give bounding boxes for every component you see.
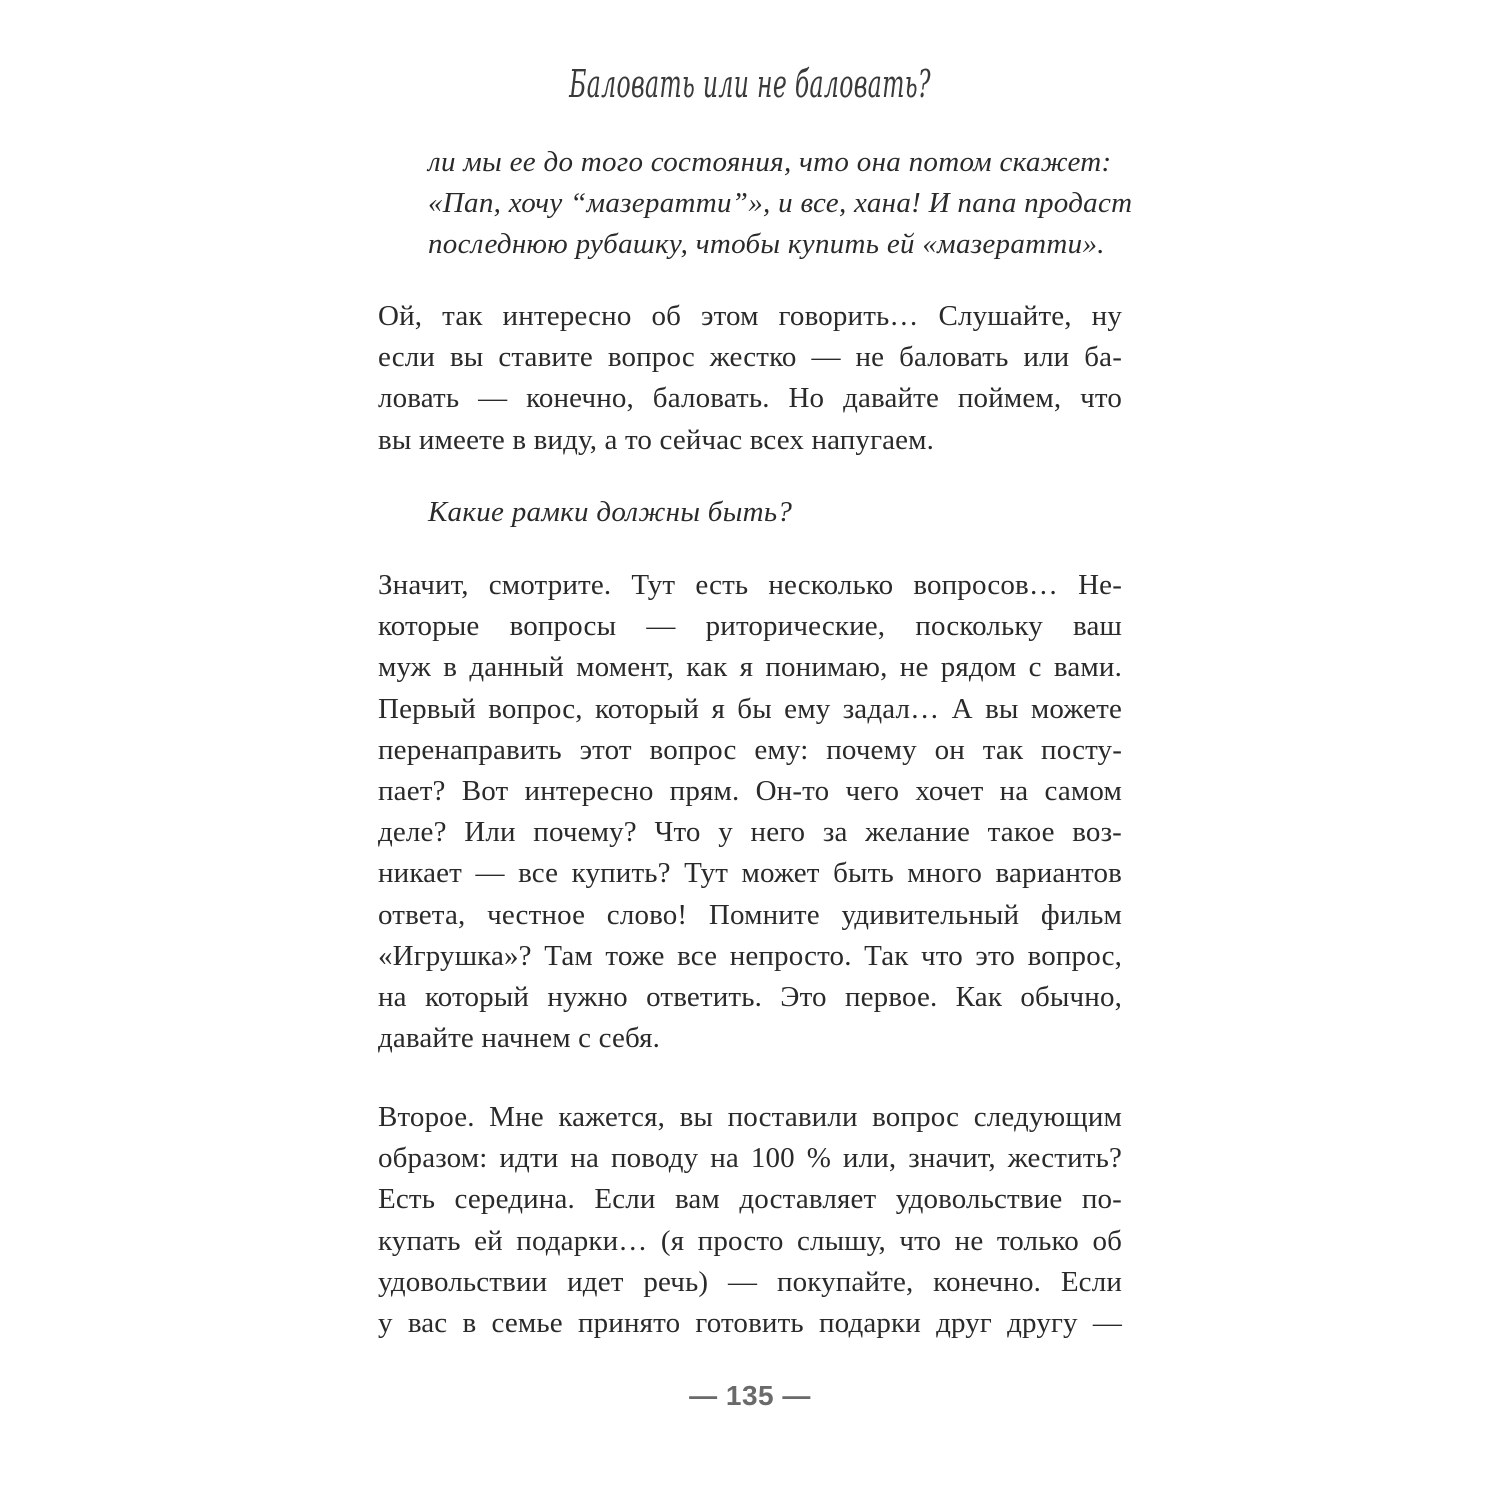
text-line: муж в данный момент, как я понимаю, не рядом с вами. <box>378 651 1122 684</box>
text-line: давайте начнем с себя. <box>378 1022 661 1055</box>
text-line: Второе. Мне кажется, вы поставили вопрос следующим <box>378 1101 1122 1133</box>
text-line: пает? Вот интересно прям. Он-то чего хочет на самом <box>378 775 1122 808</box>
text-line: Первый вопрос, который я бы ему задал… А вы можете <box>378 692 1122 725</box>
text-line: Ой, так интересно об этом говорить… Слушайте, ну <box>378 300 1122 332</box>
running-head: Баловать или не баловать? <box>569 62 931 106</box>
text-line: никает — все купить? Тут может быть много вариантов <box>378 857 1122 890</box>
paragraph-3 <box>378 1097 1122 1344</box>
page-number: — 135 — <box>689 1380 811 1411</box>
text-line: на который нужно ответить. Это первое. Как обычно, <box>378 981 1122 1014</box>
text-line: вы имеете в виду, а то сейчас всех напугаем. <box>378 423 935 456</box>
text-line: у вас в семье принято готовить подарки друг другу — <box>378 1307 1122 1340</box>
text-line: Значит, смотрите. Тут есть несколько вопросов… Не- <box>378 569 1122 601</box>
text-line: которые вопросы — риторические, поскольку ваш <box>378 610 1122 643</box>
question-heading: Какие рамки должны быть? <box>428 496 793 528</box>
quote-line: ли мы ее до того состояния, что она потом скажет: <box>428 146 1112 178</box>
quote-line: последнюю рубашку, чтобы купить ей «мазератти». <box>428 228 1105 260</box>
text-line: «Игрушка»? Там тоже все непросто. Так что это вопрос, <box>378 939 1122 972</box>
quote-line: «Пап, хочу “мазератти”», и все, хана! И папа продаст <box>428 187 1133 219</box>
text-line: деле? Или почему? Что у него за желание такое воз- <box>378 816 1122 849</box>
text-line: образом: идти на поводу на 100 % или, значит, жестить? <box>378 1142 1122 1175</box>
text-line: ловать — конечно, баловать. Но давайте поймем, что <box>378 382 1122 415</box>
text-line: удовольствии идет речь) — покупайте, конечно. Если <box>378 1265 1122 1298</box>
text-line: если вы ставите вопрос жестко — не баловать или ба- <box>378 341 1122 374</box>
paragraph-1 <box>378 296 1122 461</box>
text-line: купать ей подарки… (я просто слышу, что не только об <box>378 1224 1122 1257</box>
text-line: Есть середина. Если вам доставляет удовольствие по- <box>378 1183 1122 1216</box>
text-line: перенаправить этот вопрос ему: почему он так посту- <box>378 733 1122 766</box>
quote-block <box>428 142 1133 265</box>
paragraph-2 <box>378 565 1122 1059</box>
text-line: ответа, честное слово! Помните удивительный фильм <box>378 898 1122 931</box>
